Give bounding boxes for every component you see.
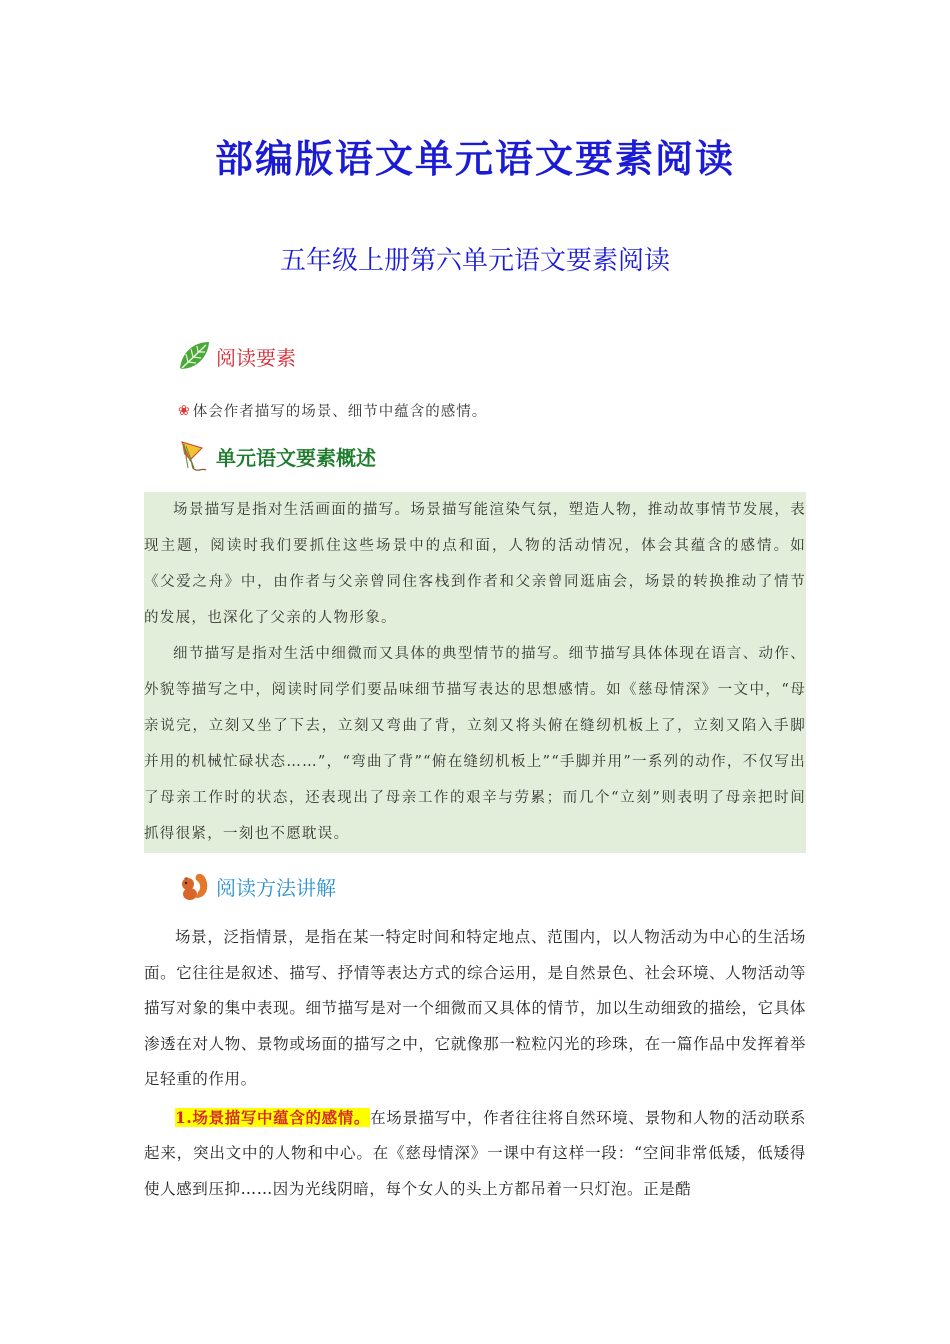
kite-icon <box>176 438 212 474</box>
page-subtitle: 五年级上册第六单元语文要素阅读 <box>279 246 670 276</box>
section-heading-overview <box>176 436 376 476</box>
method-body <box>144 920 806 1207</box>
reading-element-item <box>178 400 487 421</box>
overview-paragraph: 场景描写是指对生活画面的描写。场景描写能渲染气氛，塑造人物，推动故事情节发展，表现主题，阅读时我们要抓住这些场景中的点和面，人物的活动情况，体会其蕴含的感情。如《父爱之舟》中，由作者与父亲曾同住客栈到作者和父亲曾同逛庙会，场景的转换推动了情节的发展，也深化了父亲的人物形象。 <box>144 502 806 626</box>
reading-element-text: 体会作者描写的场景、细节中蕴含的感情。 <box>192 404 488 420</box>
flower-bullet-icon: ❀ <box>178 402 191 419</box>
method-point-1 <box>144 1100 806 1208</box>
section-heading-label: 阅读方法讲解 <box>216 875 336 900</box>
method-point-text: 在场景描写中，作者往往将自然环境、景物和人物的活动联系起来，突出文中的人物和中心。在《慈母情深》一课中有这样一段：“空间非常低矮，低矮得使人感到压抑……因为光线阴暗，每个女人的头上方都吊着一只灯泡。正是酷 <box>144 1108 807 1198</box>
section-heading-label: 阅读要素 <box>216 345 296 370</box>
page-title: 部编版语文单元语文要素阅读 <box>214 137 735 181</box>
overview-paragraph: 细节描写是指对生活中细微而又具体的典型情节的描写。细节描写具体体现在语言、动作、外貌等描写之中，阅读时同学们要品味细节描写表达的思想感情。如《慈母情深》一文中，“母亲说完，立刻又坐了下去，立刻又弯曲了背，立刻又将头俯在缝纫机板上了，立刻又陷入手脚并用的机械忙碌状态……”，“弯曲了背”“俯在缝纫机板上”“手脚并用”一系列的动作，不仅写出了母亲工作时的状态，还表现出了母亲工作的艰辛与劳累；而几个“立刻”则表明了母亲把时间抓得很紧，一刻也不愿耽误。 <box>144 646 806 842</box>
section-heading-method <box>176 866 336 906</box>
section-heading-label: 单元语文要素概述 <box>216 445 376 470</box>
overview-box <box>144 492 806 853</box>
section-heading-reading-elements <box>176 336 296 376</box>
squirrel-icon <box>176 868 212 904</box>
leaf-icon <box>176 338 212 374</box>
method-paragraph: 场景，泛指情景，是指在某一特定时间和特定地点、范围内，以人物活动为中心的生活场面。它往往是叙述、描写、抒情等表达方式的综合运用，是自然景色、社会环境、人物活动等描写对象的集中表现。细节描写是对一个细微而又具体的情节，加以生动细致的描绘，它具体渗透在对人物、景物或场面的描写之中，它就像那一粒粒闪光的珍珠，在一篇作品中发挥着举足轻重的作用。 <box>144 928 806 1088</box>
highlighted-point-label: 1.场景描写中蕴含的感情。 <box>175 1107 371 1127</box>
